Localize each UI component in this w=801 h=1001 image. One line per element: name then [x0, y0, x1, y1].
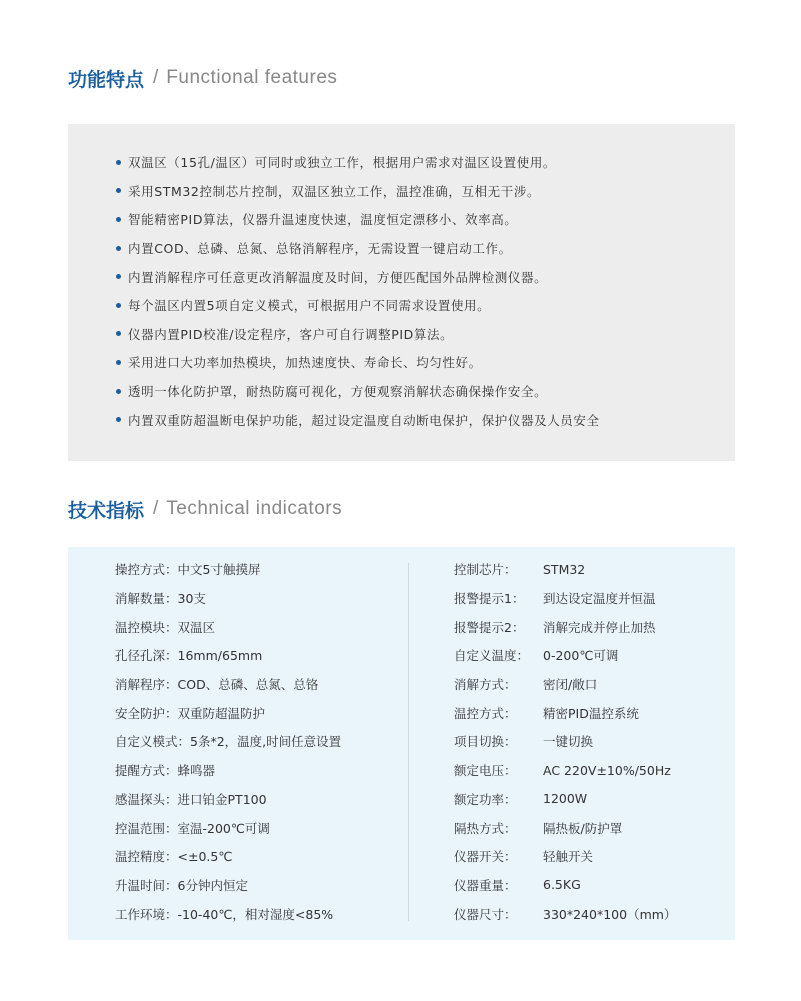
- spec-value: 蜂鸣器: [177, 763, 216, 779]
- spec-row: [115, 899, 341, 928]
- column-divider: [408, 563, 409, 921]
- spec-value: -10-40℃，相对湿度<85%: [177, 906, 334, 922]
- spec-label: 仪器开关：: [454, 849, 517, 865]
- spec-row: [115, 785, 341, 814]
- feature-item: [116, 348, 600, 377]
- spec-value: 双温区: [177, 619, 216, 635]
- feature-text: 采用进口大功率加热模块，加热速度快、寿命长、均匀性好。: [128, 355, 482, 371]
- indicators-heading: [68, 494, 342, 524]
- indicators-title-cn: 技术指标: [68, 499, 145, 522]
- spec-label: 隔热方式：: [454, 820, 517, 836]
- spec-value: 到达设定温度并恒温: [543, 591, 656, 607]
- feature-text: 内置消解程序可任意更改消解温度及时间，方便匹配国外品牌检测仪器。: [128, 269, 548, 285]
- spec-label: 消解方式：: [454, 677, 517, 693]
- features-title-separator: /: [153, 67, 159, 88]
- indicators-left-column: [115, 555, 341, 928]
- spec-value: 进口铂金PT100: [177, 791, 267, 807]
- spec-row: [115, 698, 341, 727]
- bullet-icon: [116, 217, 121, 222]
- feature-text: 采用STM32控制芯片控制，双温区独立工作，温控准确，互相无干涉。: [128, 183, 541, 199]
- feature-item: [116, 148, 600, 177]
- spec-label: 操控方式：: [115, 562, 178, 578]
- spec-value: 中文5寸触摸屏: [177, 562, 261, 578]
- bullet-icon: [116, 389, 121, 394]
- spec-row: [454, 756, 676, 785]
- spec-label: 升温时间：: [115, 877, 178, 893]
- bullet-icon: [116, 246, 121, 251]
- spec-row: [115, 555, 341, 584]
- spec-row: [454, 584, 676, 613]
- feature-text: 内置双重防超温断电保护功能，超过设定温度自动断电保护，保护仪器及人员安全: [128, 412, 600, 428]
- spec-value: 消解完成并停止加热: [543, 619, 656, 635]
- spec-value: 16mm/65mm: [177, 647, 263, 663]
- feature-text: 双温区（15孔/温区）可同时或独立工作，根据用户需求对温区设置使用。: [128, 155, 557, 171]
- indicators-right-column: [454, 555, 676, 928]
- features-panel: [68, 124, 735, 461]
- spec-row: [115, 756, 341, 785]
- spec-row: [115, 727, 341, 756]
- bullet-icon: [116, 360, 121, 365]
- spec-label: 仪器尺寸：: [454, 906, 517, 922]
- feature-item: [116, 262, 600, 291]
- spec-row: [115, 612, 341, 641]
- spec-label: 控制芯片：: [454, 562, 517, 578]
- spec-row: [454, 842, 676, 871]
- features-heading: [68, 63, 337, 93]
- spec-label: 工作环境：: [115, 906, 178, 922]
- feature-item: [116, 234, 600, 263]
- spec-row: [454, 785, 676, 814]
- spec-label: 自定义模式：: [115, 734, 191, 750]
- spec-value: COD、总磷、总氮、总铬: [177, 677, 319, 693]
- bullet-icon: [116, 188, 121, 193]
- spec-row: [454, 612, 676, 641]
- spec-value: STM32: [543, 561, 586, 577]
- bullet-icon: [116, 417, 121, 422]
- spec-label: 感温探头：: [115, 791, 178, 807]
- spec-label: 项目切换：: [454, 734, 517, 750]
- feature-text: 透明一体化防护罩，耐热防腐可视化，方便观察消解状态确保操作安全。: [128, 384, 548, 400]
- spec-label: 自定义温度：: [454, 648, 530, 664]
- spec-label: 安全防护：: [115, 705, 178, 721]
- spec-label: 温控方式：: [454, 705, 517, 721]
- feature-item: [116, 291, 600, 320]
- spec-value: 密闭/敞口: [543, 677, 598, 693]
- spec-value: 双重防超温防护: [177, 705, 266, 721]
- feature-text: 内置COD、总磷、总氮、总铬消解程序，无需设置一键启动工作。: [128, 241, 512, 257]
- spec-value: 6分钟内恒定: [177, 877, 248, 893]
- spec-label: 消解数量：: [115, 591, 178, 607]
- spec-label: 温控精度：: [115, 849, 178, 865]
- spec-label: 消解程序：: [115, 677, 178, 693]
- bullet-icon: [116, 331, 121, 336]
- feature-item: [116, 405, 600, 434]
- spec-value: 6.5KG: [543, 877, 581, 893]
- spec-row: [115, 871, 341, 900]
- features-title-en: Functional features: [166, 67, 338, 88]
- spec-label: 温控模块：: [115, 619, 178, 635]
- features-title-cn: 功能特点: [68, 68, 145, 91]
- feature-text: 智能精密PID算法，仪器升温速度快速，温度恒定漂移小、效率高。: [128, 212, 518, 228]
- spec-row: [454, 871, 676, 900]
- spec-row: [454, 813, 676, 842]
- spec-row: [454, 641, 676, 670]
- indicators-panel: [68, 547, 735, 940]
- spec-row: [115, 584, 341, 613]
- spec-row: [454, 899, 676, 928]
- feature-item: [116, 177, 600, 206]
- spec-row: [454, 727, 676, 756]
- features-list: [116, 148, 600, 434]
- spec-row: [454, 670, 676, 699]
- feature-item: [116, 205, 600, 234]
- spec-value: 30支: [177, 591, 206, 607]
- feature-item: [116, 320, 600, 349]
- spec-row: [115, 813, 341, 842]
- spec-value: 轻触开关: [543, 849, 594, 865]
- feature-text: 仪器内置PID校准/设定程序，客户可自行调整PID算法。: [128, 326, 454, 342]
- spec-label: 仪器重量：: [454, 877, 517, 893]
- bullet-icon: [116, 274, 121, 279]
- spec-row: [454, 698, 676, 727]
- spec-row: [454, 555, 676, 584]
- indicators-title-en: Technical indicators: [166, 498, 343, 519]
- spec-label: 额定功率：: [454, 791, 517, 807]
- spec-label: 提醒方式：: [115, 763, 178, 779]
- spec-value: 330*240*100（mm）: [543, 906, 677, 922]
- feature-text: 每个温区内置5项自定义模式，可根据用户不同需求设置使用。: [128, 298, 491, 314]
- spec-value: 1200W: [543, 791, 588, 807]
- indicators-title-separator: /: [153, 498, 159, 519]
- spec-value: 5条*2，温度,时间任意设置: [190, 734, 342, 750]
- spec-label: 控温范围：: [115, 820, 178, 836]
- spec-label: 报警提示1：: [454, 591, 525, 607]
- spec-value: 精密PID温控系统: [543, 705, 639, 721]
- feature-item: [116, 377, 600, 406]
- spec-value: 一键切换: [543, 734, 594, 750]
- spec-value: <±0.5℃: [177, 848, 233, 864]
- bullet-icon: [116, 160, 121, 165]
- spec-value: 室温-200℃可调: [177, 820, 270, 836]
- spec-label: 报警提示2：: [454, 619, 525, 635]
- bullet-icon: [116, 303, 121, 308]
- spec-value: 隔热板/防护罩: [543, 820, 623, 836]
- spec-label: 孔径孔深：: [115, 648, 178, 664]
- spec-value: 0-200℃可调: [543, 648, 619, 664]
- spec-label: 额定电压：: [454, 763, 517, 779]
- spec-row: [115, 641, 341, 670]
- spec-row: [115, 670, 341, 699]
- spec-row: [115, 842, 341, 871]
- spec-value: AC 220V±10%/50Hz: [543, 762, 671, 778]
